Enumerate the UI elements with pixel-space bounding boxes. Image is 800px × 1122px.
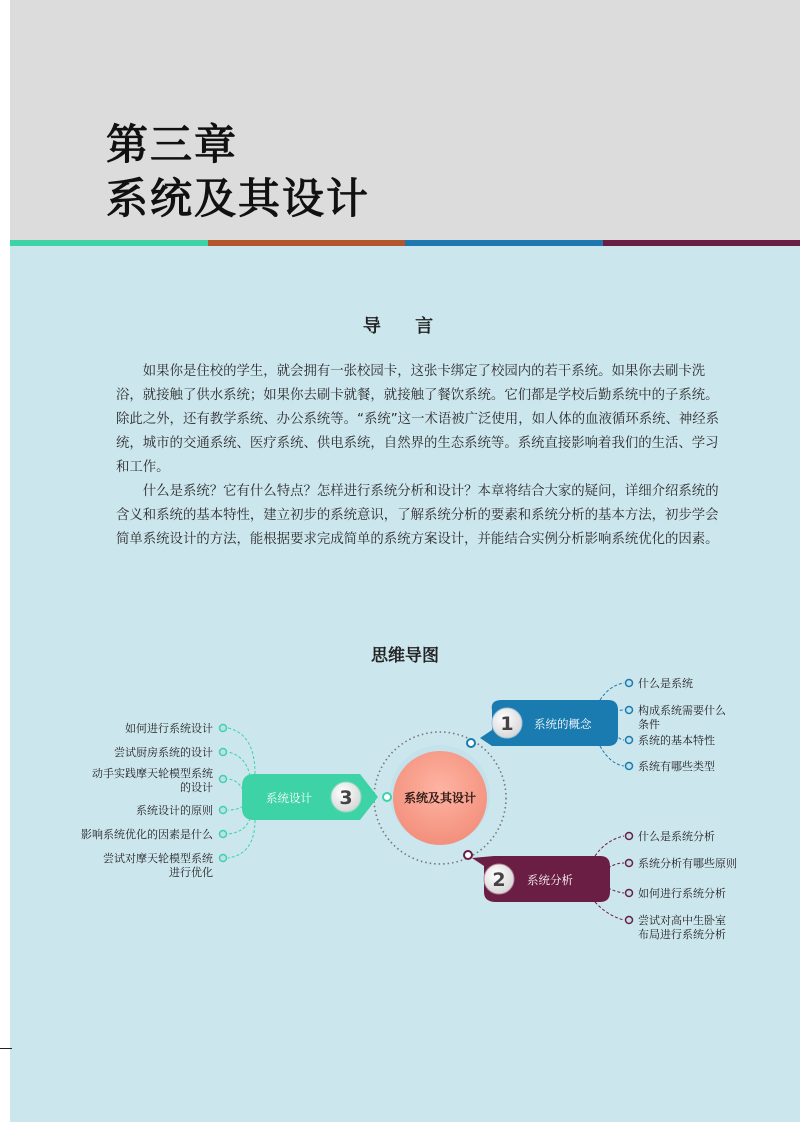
branch-1-item-3: 系统的基本特性 <box>638 734 715 747</box>
branch-2-label: 系统分析 <box>527 873 573 887</box>
branch-2-number: 2 <box>492 869 506 891</box>
branch-3-item-5: 影响系统优化的因素是什么 <box>81 828 213 841</box>
page <box>10 0 800 1122</box>
branch-2-item-4: 尝试对高中生卧室布局进行系统分析 <box>638 914 726 941</box>
branch-2-connector-dot <box>464 851 472 859</box>
branch-3-label: 系统设计 <box>266 791 312 805</box>
branch-1-number: 1 <box>500 713 514 735</box>
branch-3-number: 3 <box>339 787 353 809</box>
branch-3-items <box>81 721 227 879</box>
branch-2-item-2: 系统分析有哪些原则 <box>638 857 737 870</box>
margin-mark <box>0 1048 12 1049</box>
intro-paragraph-1: 如果你是住校的学生，就会拥有一张校园卡，这张卡绑定了校园内的若干系统。如果你去刷卡洗浴，就接触了供水系统；如果你去刷卡就餐，就接触了餐饮系统。它们都是学校后勤系统中的子系统。除此之外，还有教学系统、办公系统等。“系统”这一术语被广泛使用，如人体的血液循环系统、神经系统，城市的交通系统、医疗系统、供电系统，自然界的生态系统等。系统直接影响着我们的生活、学习和工作。 <box>116 364 720 475</box>
branch-3-item-6: 尝试对摩天轮模型系统进行优化 <box>103 852 213 879</box>
branch-2-item-3: 如何进行系统分析 <box>638 887 726 900</box>
chapter-title: 系统及其设计 <box>106 174 371 223</box>
center-label: 系统及其设计 <box>403 791 477 805</box>
branch-3-item-4: 系统设计的原则 <box>136 804 213 817</box>
branch-2-item-1: 什么是系统分析 <box>638 830 715 843</box>
branch-1-connector-dot <box>467 739 475 747</box>
mindmap-title: 思维导图 <box>371 646 439 666</box>
branch-3-item-1: 如何进行系统设计 <box>125 722 213 735</box>
chapter-number: 第三章 <box>106 120 239 169</box>
branch-1-item-1: 什么是系统 <box>638 677 693 690</box>
branch-1-items <box>626 676 727 773</box>
branch-1-label: 系统的概念 <box>534 717 592 731</box>
branch-2-items <box>626 829 738 941</box>
branch-1-item-4: 系统有哪些类型 <box>638 760 715 773</box>
branch-3-connector-dot <box>383 793 391 801</box>
branch-3-item-2: 尝试厨房系统的设计 <box>114 746 213 759</box>
intro-paragraph-2: 什么是系统？它有什么特点？怎样进行系统分析和设计？本章将结合大家的疑问，详细介绍系统的含义和系统的基本特性，建立初步的系统意识，了解系统分析的要素和系统分析的基本方法，初步学会简单系统设计的方法，能根据要求完成简单的系统方案设计，并能结合实例分析影响系统优化的因素。 <box>116 484 719 547</box>
branch-3-item-3: 动手实践摩天轮模型系统的设计 <box>92 767 213 794</box>
mindmap <box>10 0 800 1122</box>
intro-title: 导 言 <box>362 316 448 337</box>
branch-1-item-2: 构成系统需要什么条件 <box>638 704 726 731</box>
